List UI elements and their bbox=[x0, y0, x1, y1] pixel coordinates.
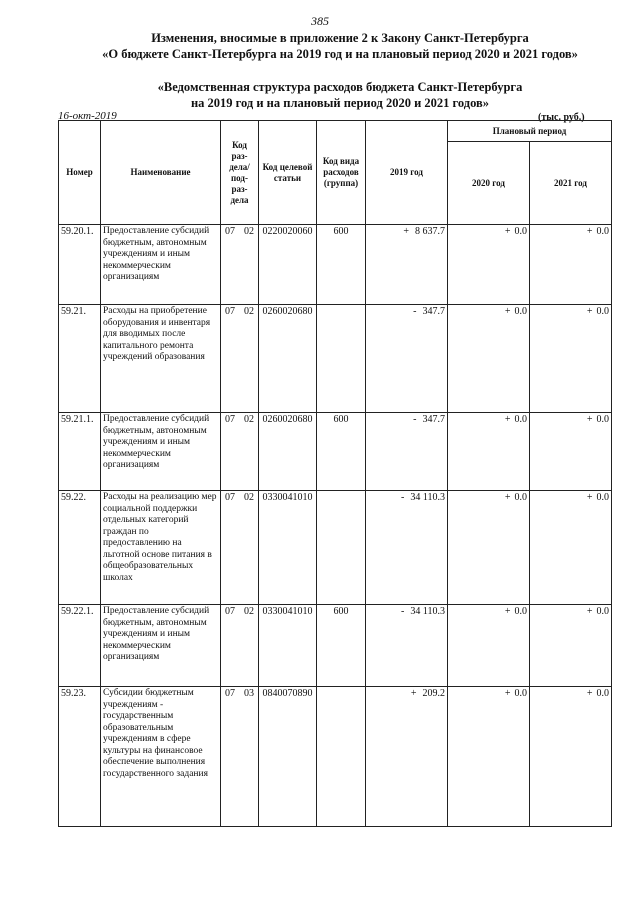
table-row bbox=[59, 605, 612, 687]
row-value-2019: 347.7 bbox=[422, 306, 445, 317]
document-subtitle bbox=[40, 79, 640, 111]
row-value-2021: 0.0 bbox=[596, 226, 609, 237]
table-row bbox=[59, 225, 612, 305]
row-value-2021: 0.0 bbox=[596, 492, 609, 503]
document-title-line-2: «О бюджете Санкт-Петербурга на 2019 год и на плановый период 2020 и 2021 годов» bbox=[102, 47, 578, 61]
row-number: 59.21. bbox=[59, 305, 101, 413]
row-amount-2020 bbox=[448, 687, 530, 827]
header-name: Наименование bbox=[101, 121, 221, 225]
row-value-2021: 0.0 bbox=[596, 414, 609, 425]
row-sign-2020: + bbox=[504, 306, 511, 317]
row-value-2021: 0.0 bbox=[596, 688, 609, 699]
row-value-2020: 0.0 bbox=[514, 306, 527, 317]
table-body bbox=[59, 225, 612, 827]
header-row-1 bbox=[59, 121, 612, 142]
row-target-code: 0330041010 bbox=[259, 491, 317, 605]
document-title-line-1: Изменения, вносимые в приложение 2 к Закону Санкт-Петербурга bbox=[151, 31, 529, 45]
row-subsection: 02 bbox=[244, 226, 254, 237]
row-value-2020: 0.0 bbox=[514, 414, 527, 425]
row-subsection: 02 bbox=[244, 306, 254, 317]
row-sign-2020: + bbox=[504, 492, 511, 503]
row-amount-2019 bbox=[366, 491, 448, 605]
row-amount-2019 bbox=[366, 413, 448, 491]
row-amount-2020 bbox=[448, 305, 530, 413]
row-amount-2021 bbox=[530, 491, 612, 605]
row-amount-2020 bbox=[448, 605, 530, 687]
document-subtitle-line-2: на 2019 год и на плановый период 2020 и 2021 годов» bbox=[190, 96, 490, 110]
row-amount-2020 bbox=[448, 225, 530, 305]
row-name: Расходы на реализацию мер социальной поддержки отдельных категорий граждан по предоставлению на льготной основе питания в общеобразовательных школах bbox=[101, 491, 221, 605]
header-section-code: Код раз-дела/ под-раз-дела bbox=[221, 121, 259, 225]
row-section-code bbox=[221, 687, 259, 827]
row-sign-2019: - bbox=[413, 306, 417, 317]
row-section: 07 bbox=[225, 306, 235, 317]
row-target-code: 0840070890 bbox=[259, 687, 317, 827]
row-value-2020: 0.0 bbox=[514, 226, 527, 237]
row-sign-2021: + bbox=[586, 492, 593, 503]
row-section-code bbox=[221, 225, 259, 305]
row-sign-2019: - bbox=[401, 606, 405, 617]
row-sign-2021: + bbox=[586, 688, 593, 699]
row-expense-group bbox=[317, 305, 366, 413]
row-sign-2021: + bbox=[586, 306, 593, 317]
row-section-code bbox=[221, 605, 259, 687]
row-section-code bbox=[221, 305, 259, 413]
row-number: 59.20.1. bbox=[59, 225, 101, 305]
row-number: 59.22. bbox=[59, 491, 101, 605]
row-name: Предоставление субсидий бюджетным, автономным учреждениям и иным некоммерческим организациям bbox=[101, 225, 221, 305]
row-amount-2019 bbox=[366, 687, 448, 827]
row-value-2020: 0.0 bbox=[514, 606, 527, 617]
row-subsection: 02 bbox=[244, 414, 254, 425]
table-row bbox=[59, 413, 612, 491]
header-expense-type: Код вида расходов (группа) bbox=[317, 121, 366, 225]
row-name: Предоставление субсидий бюджетным, автономным учреждениям и иным некоммерческим организациям bbox=[101, 413, 221, 491]
page-number: 385 bbox=[311, 14, 329, 28]
row-sign-2019: + bbox=[403, 226, 409, 237]
row-amount-2019 bbox=[366, 225, 448, 305]
row-value-2020: 0.0 bbox=[514, 492, 527, 503]
header-number: Номер bbox=[59, 121, 101, 225]
table-row bbox=[59, 687, 612, 827]
row-name: Субсидии бюджетным учреждениям - государственным образовательным учреждениям в сфере культуры на финансовое обеспечение выполнения государственного задания bbox=[101, 687, 221, 827]
row-amount-2020 bbox=[448, 491, 530, 605]
row-expense-group bbox=[317, 687, 366, 827]
row-target-code: 0330041010 bbox=[259, 605, 317, 687]
row-section: 07 bbox=[225, 414, 235, 425]
row-amount-2019 bbox=[366, 305, 448, 413]
row-amount-2021 bbox=[530, 413, 612, 491]
row-expense-group: 600 bbox=[317, 225, 366, 305]
row-amount-2021 bbox=[530, 605, 612, 687]
row-sign-2019: + bbox=[410, 688, 417, 699]
row-sign-2019: - bbox=[413, 414, 417, 425]
header-2021: 2021 год bbox=[530, 142, 612, 225]
document-date: 16-окт-2019 bbox=[58, 110, 117, 122]
header-planned-period: Плановый период bbox=[448, 121, 612, 142]
row-amount-2020 bbox=[448, 413, 530, 491]
row-value-2019: 209.2 bbox=[422, 688, 445, 699]
row-section: 07 bbox=[225, 688, 235, 699]
row-value-2019: 34 110.3 bbox=[410, 492, 445, 503]
row-section-code bbox=[221, 491, 259, 605]
row-sign-2020: + bbox=[504, 226, 511, 237]
row-target-code: 0260020680 bbox=[259, 305, 317, 413]
row-value-2019: 34 110.3 bbox=[410, 606, 445, 617]
row-value-2021: 0.0 bbox=[596, 606, 609, 617]
row-section: 07 bbox=[225, 606, 235, 617]
row-name: Расходы на приобретение оборудования и инвентаря для вводимых после капитального ремонта учреждений образования bbox=[101, 305, 221, 413]
row-sign-2021: + bbox=[586, 606, 593, 617]
row-section-code bbox=[221, 413, 259, 491]
row-target-code: 0260020680 bbox=[259, 413, 317, 491]
row-amount-2021 bbox=[530, 305, 612, 413]
row-number: 59.23. bbox=[59, 687, 101, 827]
row-target-code: 0220020060 bbox=[259, 225, 317, 305]
row-subsection: 02 bbox=[244, 606, 254, 617]
document-title bbox=[40, 30, 640, 62]
row-expense-group: 600 bbox=[317, 413, 366, 491]
row-amount-2021 bbox=[530, 225, 612, 305]
row-sign-2020: + bbox=[504, 606, 511, 617]
header-2019: 2019 год bbox=[366, 121, 448, 225]
row-number: 59.22.1. bbox=[59, 605, 101, 687]
row-value-2021: 0.0 bbox=[596, 306, 609, 317]
row-sign-2020: + bbox=[504, 414, 511, 425]
row-sign-2019: - bbox=[401, 492, 405, 503]
document-subtitle-line-1: «Ведомственная структура расходов бюджета Санкт-Петербурга bbox=[157, 80, 523, 94]
row-expense-group: 600 bbox=[317, 605, 366, 687]
row-value-2019: 8 637.7 bbox=[415, 226, 445, 237]
row-name: Предоставление субсидий бюджетным, автономным учреждениям и иным некоммерческим организациям bbox=[101, 605, 221, 687]
header-2020: 2020 год bbox=[448, 142, 530, 225]
table-row bbox=[59, 491, 612, 605]
row-sign-2021: + bbox=[586, 226, 593, 237]
row-value-2020: 0.0 bbox=[514, 688, 527, 699]
row-sign-2020: + bbox=[504, 688, 511, 699]
table-row bbox=[59, 305, 612, 413]
row-amount-2021 bbox=[530, 687, 612, 827]
row-amount-2019 bbox=[366, 605, 448, 687]
row-number: 59.21.1. bbox=[59, 413, 101, 491]
row-value-2019: 347.7 bbox=[422, 414, 445, 425]
row-section: 07 bbox=[225, 492, 235, 503]
row-expense-group bbox=[317, 491, 366, 605]
row-subsection: 02 bbox=[244, 492, 254, 503]
units-label: (тыс. руб.) bbox=[538, 112, 585, 123]
row-section: 07 bbox=[225, 226, 235, 237]
header-target-code: Код целевой статьи bbox=[259, 121, 317, 225]
row-subsection: 03 bbox=[244, 688, 254, 699]
expenditure-table bbox=[58, 120, 612, 827]
row-sign-2021: + bbox=[586, 414, 593, 425]
